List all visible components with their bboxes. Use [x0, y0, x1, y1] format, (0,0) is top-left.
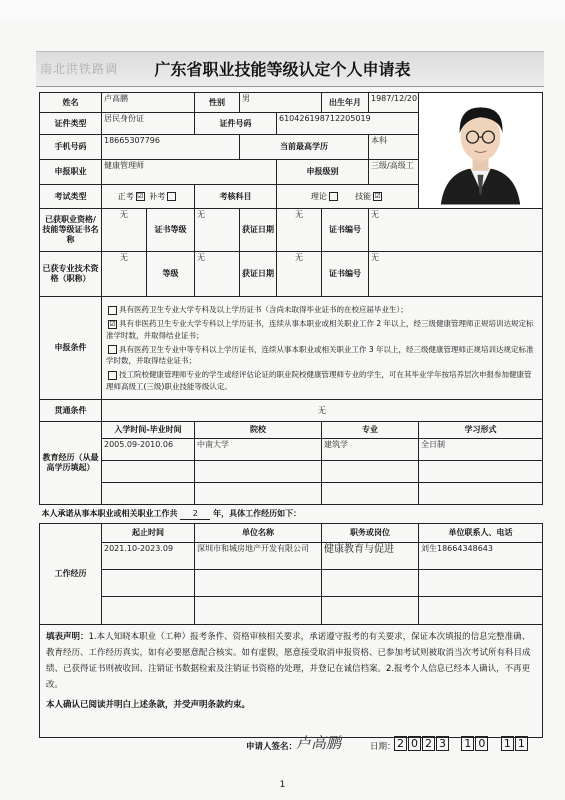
value-grade: 无 [195, 252, 240, 297]
exam-theory-label: 理论 [310, 191, 327, 201]
label-qual-cert: 已获职业资格/技能等级证书名称 [40, 209, 102, 252]
date-digit: 0 [408, 736, 421, 751]
work-years-statement: 本人承诺从事本职业或相关职业工作共 2 年，具体工作经历如下： [40, 505, 543, 524]
value-cert-no: 无 [369, 209, 543, 252]
value-cert-level: 无 [195, 209, 240, 252]
exam-normal-label: 正考 [117, 191, 134, 201]
label-work-exp: 工作经历 [40, 524, 102, 625]
work-contact-value: 刘生18664348643 [419, 543, 543, 570]
value-tech-qual: 无 [102, 252, 147, 297]
label-gender: 性别 [195, 93, 240, 113]
exam-type-options [102, 185, 195, 209]
label-cert-no: 证书编号 [322, 209, 369, 252]
col-work-period: 起止时间 [102, 524, 195, 543]
label-edu-level: 当前最高学历 [240, 134, 369, 159]
value-phone: 18665307796 [102, 134, 240, 159]
exam-skill-label: 技能 [355, 191, 372, 201]
label-exam-type: 考试类型 [40, 185, 102, 209]
value-apply-job: 健康管理师 [102, 159, 277, 185]
table-row [40, 461, 543, 483]
label-name: 姓名 [40, 93, 102, 113]
value-id-type: 居民身份证 [102, 113, 195, 134]
date-digit: 1 [515, 736, 528, 751]
label-grade: 等级 [147, 252, 195, 297]
ghost-header-text: 南北洪铁路调 [40, 62, 119, 76]
date-digit: 1 [501, 736, 514, 751]
value-pass-condition: 无 [102, 400, 543, 422]
exam-skill-checkbox[interactable]: ☑ [374, 191, 381, 200]
condition-item: 技工院校健康管理师专业的学生或经评估论证的职业院校健康管理师专业的学生，可在其毕业学年按培养层次申报参加健康管理师高级工(三级)职业技能等级认定。 [106, 370, 532, 391]
date-digit: 0 [475, 736, 488, 751]
value-issue-date: 无 [277, 209, 322, 252]
date-boxes [394, 736, 529, 751]
value-name: 卢高鹏 [102, 93, 195, 113]
date-digit: 1 [461, 736, 474, 751]
conditions-list [102, 297, 543, 400]
col-contact: 单位联系人、电话 [419, 524, 543, 543]
scan-top-edge [0, 0, 565, 22]
edu-major-value: 建筑学 [322, 439, 419, 461]
exam-makeup-label: 补考 [149, 191, 166, 201]
table-row [40, 543, 543, 570]
edu-form-value: 全日制 [419, 439, 543, 461]
label-conditions: 申报条件 [40, 297, 102, 400]
edu-school-value: 中南大学 [195, 439, 322, 461]
application-form [39, 92, 543, 738]
portrait-image [419, 93, 542, 205]
label-id-type: 证件类型 [40, 113, 102, 134]
label-tech-qual: 已获专业技术资格（职称） [40, 252, 102, 297]
label-birth: 出生年月 [322, 93, 369, 113]
date-label: 日期： [370, 742, 396, 752]
col-position: 职务或岗位 [322, 524, 419, 543]
value-edu-level: 本科 [369, 134, 419, 159]
condition-3-checkbox[interactable] [108, 345, 117, 354]
exam-makeup-checkbox[interactable] [167, 192, 176, 201]
declaration-block [40, 625, 543, 738]
declaration-confirm: 本人确认已阅读并明白上述条款，并受声明条款约束。 [46, 699, 251, 710]
label-apply-job: 申报职业 [40, 159, 102, 185]
value-gender: 男 [240, 93, 322, 113]
table-row [40, 439, 543, 461]
declaration-text: 1.本人知晓本职业（工种）报考条件、资格审核相关要求，承诺遵守报考的有关要求，保证本次填报的信息完整准确、教育经历、工作经历真实，如有必要愿意配合核实。如有虚假，愿意接受取消申报资格、已参加考试则被取消当次考试所有科目成绩、已获得证书则被收回、注销证书数据检索及注销证书资格的处理，并登记在诚信档案。2.报考个人信息已经本人确认，不再更改。 [46, 632, 531, 691]
signature-label: 申请人签名： [246, 742, 298, 752]
work-period-value: 2021.10-2023.09 [102, 543, 195, 570]
work-years-value: 2 [180, 509, 210, 520]
form-title: 广东省职业技能等级认定个人申请表 [154, 60, 411, 79]
label-tech-cert-no: 证书编号 [322, 252, 369, 297]
col-school: 院校 [195, 422, 322, 439]
condition-item: 具有医药卫生专业大学专科及以上学历证书（含尚未取得毕业证书的在校应届毕业生）； [106, 304, 538, 315]
condition-4-checkbox[interactable] [108, 371, 117, 380]
declaration-heading: 填表声明： [46, 632, 89, 642]
page-number: 1 [279, 780, 286, 790]
applicant-photo [419, 93, 543, 209]
col-major: 专业 [322, 422, 419, 439]
condition-2-checkbox[interactable]: ☑ [109, 319, 116, 328]
exam-normal-checkbox[interactable]: ☑ [137, 191, 144, 200]
label-issue-date: 获证日期 [240, 209, 277, 252]
label-pass-condition: 贯通条件 [40, 400, 102, 422]
condition-item: ☑ 具有非医药卫生专业大学专科以上学历证书，连续从事本职业或相关职业工作 2 年以上，经三级健康管理师正规培训达规定标准学时数，并取得结业证书； [106, 319, 534, 340]
exam-theory-checkbox[interactable] [329, 192, 338, 201]
value-qual-cert: 无 [102, 209, 147, 252]
label-apply-level: 申报级别 [277, 159, 369, 185]
exam-subject-options [277, 185, 419, 209]
label-phone: 手机号码 [40, 134, 102, 159]
date-digit: 3 [436, 736, 449, 751]
value-tech-issue-date: 无 [277, 252, 322, 297]
table-row [40, 597, 543, 625]
label-tech-issue-date: 获证日期 [240, 252, 277, 297]
work-employer-value: 深圳市和城房地产开发有限公司 [195, 543, 322, 570]
work-position-value: 健康教育与促进 [322, 543, 419, 570]
col-edu-period: 入学时间-毕业时间 [102, 422, 195, 439]
edu-period-value: 2005.09-2010.06 [102, 439, 195, 461]
signature-handwriting: 卢高鹏 [296, 734, 342, 752]
label-id-no: 证件号码 [195, 113, 277, 134]
table-row [40, 570, 543, 597]
label-exam-subject: 考核科目 [195, 185, 277, 209]
value-tech-cert-no: 无 [369, 252, 543, 297]
value-id-no: 610426198712205019 [277, 113, 419, 134]
label-cert-level: 证书等级 [147, 209, 195, 252]
label-education: 教育经历（从最高学历填起） [40, 422, 102, 505]
col-study-form: 学习形式 [419, 422, 543, 439]
date-digit: 2 [394, 736, 407, 751]
col-employer: 单位名称 [195, 524, 322, 543]
condition-item: 具有医药卫生专业中等专科以上学历证书，连续从事本职业或相关职业工作 3 年以上，经三级健康管理师正规培训达规定标准学时数，并取得结业证书； [106, 344, 534, 366]
table-row [40, 483, 543, 505]
value-birth: 1987/12/20 [369, 93, 419, 113]
value-apply-level: 三级/高级工 [369, 159, 419, 185]
condition-1-checkbox[interactable] [108, 306, 117, 315]
date-digit: 2 [422, 736, 435, 751]
